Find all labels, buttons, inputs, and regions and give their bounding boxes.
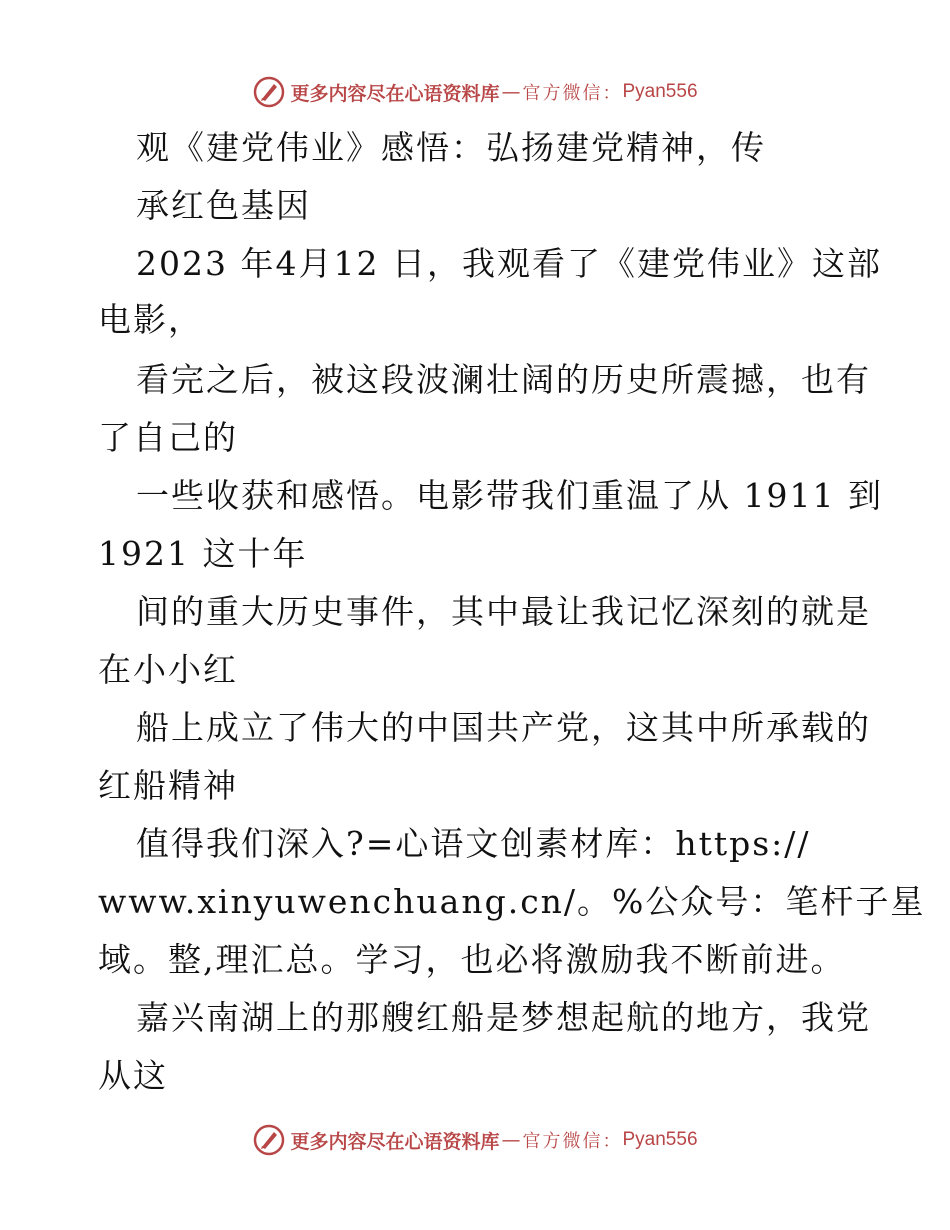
title-line-2: 承红色基因	[136, 186, 311, 225]
banner-wechat-label: 官方微信：	[522, 1131, 623, 1152]
text-line: 从这	[98, 1056, 168, 1095]
text-line: 2023 年4月12 日，我观看了《建党伟业》这部	[136, 244, 882, 283]
text-line: 值得我们深入?=心语文创素材库：https://	[136, 824, 811, 863]
banner-dash: —	[501, 81, 521, 103]
text-line: 1921 这十年	[98, 534, 308, 573]
logo-icon	[252, 1123, 286, 1157]
text-line: 电影，	[98, 300, 203, 339]
banner-wechat-id: Pyan556	[622, 1129, 698, 1150]
text-line: 一些收获和感悟。电影带我们重温了从 1911 到	[136, 476, 883, 515]
banner-wechat-id: Pyan556	[622, 81, 698, 102]
banner-text: 更多内容尽在心语资料库	[290, 1130, 500, 1153]
title-line-1: 观《建党伟业》感悟：弘扬建党精神，传	[136, 128, 766, 167]
text-line: 间的重大历史事件，其中最让我记忆深刻的就是	[136, 592, 871, 631]
text-line: www.xinyuwenchuang.cn/。%公众号：笔杆子星	[98, 882, 926, 921]
text-line: 红船精神	[98, 766, 238, 805]
banner-wechat-label: 官方微信：	[522, 83, 623, 104]
text-line: 了自己的	[98, 418, 238, 457]
footer-banner	[0, 1120, 950, 1160]
text-line: 看完之后，被这段波澜壮阔的历史所震撼，也有	[136, 360, 871, 399]
header-banner	[0, 72, 950, 112]
text-line: 船上成立了伟大的中国共产党，这其中所承载的	[136, 708, 871, 747]
text-line: 在小小红	[98, 650, 238, 689]
banner-text: 更多内容尽在心语资料库	[290, 82, 500, 105]
logo-icon	[252, 75, 286, 109]
banner-dash: —	[501, 1129, 521, 1151]
text-line: 域。整,理汇总。学习，也必将激励我不断前进。	[98, 940, 846, 979]
text-line: 嘉兴南湖上的那艘红船是梦想起航的地方，我党	[136, 998, 871, 1037]
